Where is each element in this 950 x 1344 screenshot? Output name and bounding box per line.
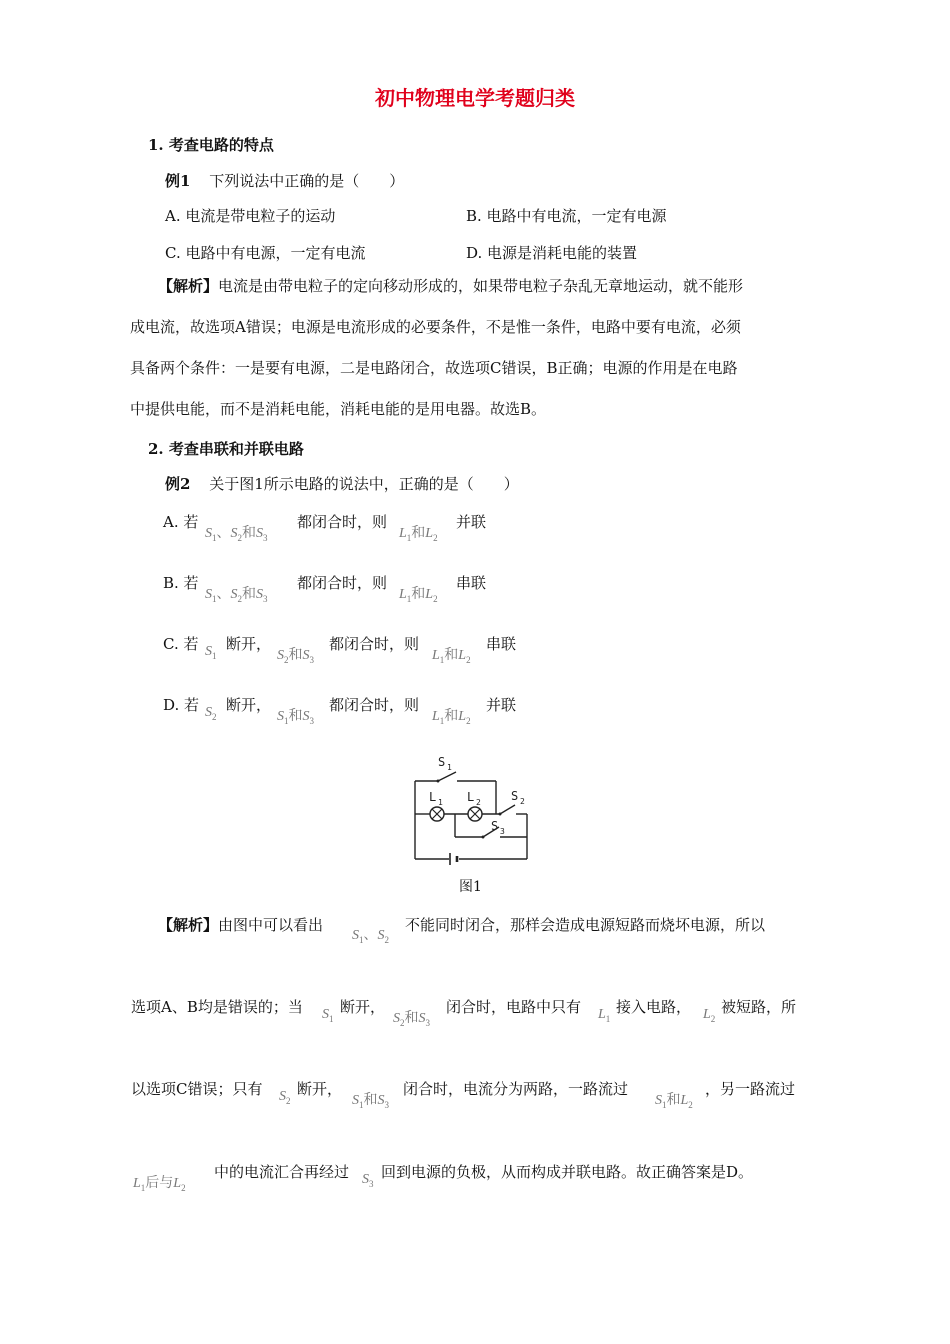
- example1-question: [165, 170, 404, 191]
- switch-s2-blade: [500, 805, 515, 814]
- label-s2-sub: 2: [520, 797, 525, 806]
- analysis1-line: 中提供电能，而不是消耗电能，消耗电能的是用电器。故选B。: [130, 400, 547, 418]
- circuit-diagram: [405, 755, 535, 865]
- analysis1-line: 成电流，故选项A错误；电源是电流形成的必要条件，不是惟一条件，电路中要有电流，必须: [130, 318, 741, 336]
- example1-option-d: D. 电源是消耗电能的装置: [466, 244, 638, 262]
- analysis2-line1-b: 不能同时闭合，那样会造成电源短路而烧坏电源，所以: [405, 916, 766, 934]
- math-s2: $S_2$: [205, 705, 217, 722]
- math-s1-s3: $S_1$和$S_3$: [277, 709, 314, 726]
- math-l1-l2: $L_1$和$L_2$: [432, 709, 471, 726]
- figure-caption: 图1: [459, 879, 482, 895]
- example2-question: [165, 473, 519, 494]
- math-l1: $L_1$: [598, 1007, 611, 1024]
- example1-option-b: B. 电路中有电流，一定有电源: [466, 207, 667, 225]
- example2-option-d-end: 并联: [486, 696, 517, 714]
- example2-option-a-end: 并联: [456, 513, 487, 531]
- label-s2: S: [511, 789, 519, 803]
- label-l1-sub: 1: [438, 798, 443, 807]
- math-l2: $L_2$: [703, 1007, 716, 1024]
- example2-option-c-mid: 都闭合时，则: [329, 635, 420, 653]
- example2-option-a-mid: 都闭合时，则: [297, 513, 388, 531]
- analysis2-line4-c: 回到电源的负极，从而构成并联电路。故正确答案是D。: [381, 1163, 754, 1181]
- analysis2-line3-d: ，另一路流过: [705, 1080, 796, 1098]
- example1-option-a: A. 电流是带电粒子的运动: [165, 207, 336, 225]
- analysis2-line2-d: 接入电路，: [616, 998, 692, 1016]
- example2-option-b-prefix: B. 若: [163, 574, 199, 592]
- example1-label: 例1: [165, 172, 191, 190]
- math-s1-s3: $S_1$和$S_3$: [352, 1093, 389, 1110]
- label-l1: L: [429, 790, 437, 804]
- label-s3: S: [491, 819, 499, 833]
- analysis2-line3-a: 以选项C错误；只有: [131, 1080, 263, 1098]
- analysis2-label: 【解析】: [158, 916, 219, 934]
- switch-s1-blade: [438, 772, 456, 781]
- analysis2-line4-b: 中的电流汇合再经过: [214, 1163, 350, 1181]
- math-s1: $S_1$: [322, 1007, 334, 1024]
- example2-option-c-end: 串联: [486, 635, 517, 653]
- label-s3-sub: 3: [500, 827, 505, 836]
- example1-text: 下列说法中正确的是（ ）: [209, 172, 405, 190]
- math-l1-l2: $L_1$和$L_2$: [399, 587, 438, 604]
- analysis2-line2-c: 闭合时，电路中只有: [446, 998, 582, 1016]
- analysis1-line: [130, 266, 820, 307]
- example2-option-c-open: 断开，: [226, 635, 272, 653]
- math-s1-s2: $S_1$、$S_2$: [352, 928, 389, 945]
- section2-heading: 2. 考查串联和并联电路: [148, 440, 304, 458]
- math-l1-l2: $L_1$后与$L_2$: [133, 1176, 186, 1193]
- analysis1-line: 具备两个条件：一是要有电源，二是电路闭合，故选项C错误，B正确；电源的作用是在电路: [130, 359, 738, 377]
- math-s1-s2-s3: $S_1$、$S_2$和$S_3$: [205, 526, 268, 543]
- label-l2-sub: 2: [476, 798, 481, 807]
- analysis1-text: 电流是由带电粒子的定向移动形成的，如果带电粒子杂乱无章地运动，就不能形: [218, 277, 744, 295]
- example1-analysis: [130, 266, 820, 430]
- analysis2-line1-a: 【解析】由图中可以看出: [158, 916, 324, 934]
- analysis2-line2-e: 被短路，所: [721, 998, 797, 1016]
- example2-text: 关于图1所示电路的说法中，正确的是（ ）: [209, 475, 519, 493]
- analysis2-line3-c: 闭合时，电流分为两路，一路流过: [403, 1080, 629, 1098]
- math-s1: $S_1$: [205, 644, 217, 661]
- math-s3: $S_3$: [362, 1172, 374, 1189]
- example2-option-c-prefix: C. 若: [163, 635, 199, 653]
- example2-option-d-prefix: D. 若: [163, 696, 200, 714]
- section1-heading: 1. 考查电路的特点: [148, 136, 274, 154]
- example2-option-b-mid: 都闭合时，则: [297, 574, 388, 592]
- analysis2-line2-a: 选项A、B均是错误的；当: [131, 998, 303, 1016]
- example2-label: 例2: [165, 475, 191, 493]
- math-s1-l2: $S_1$和$L_2$: [655, 1093, 693, 1110]
- label-s1-sub: 1: [447, 763, 452, 772]
- page-title: 初中物理电学考题归类: [375, 86, 575, 110]
- example2-option-a-prefix: A. 若: [163, 513, 199, 531]
- example2-option-d-mid: 都闭合时，则: [329, 696, 420, 714]
- analysis2-line2-b: 断开，: [340, 998, 386, 1016]
- label-l2: L: [467, 790, 475, 804]
- example2-option-b-end: 串联: [456, 574, 487, 592]
- example2-option-d-open: 断开，: [226, 696, 272, 714]
- label-s1: S: [438, 755, 446, 769]
- analysis2-line3-b: 断开，: [297, 1080, 343, 1098]
- math-l1-l2: $L_1$和$L_2$: [432, 648, 471, 665]
- math-s2-s3: $S_2$和$S_3$: [277, 648, 314, 665]
- math-s1-s2-s3: $S_1$、$S_2$和$S_3$: [205, 587, 268, 604]
- example1-option-c: C. 电路中有电源，一定有电流: [165, 244, 366, 262]
- math-l1-l2: $L_1$和$L_2$: [399, 526, 438, 543]
- math-s2-s3: $S_2$和$S_3$: [393, 1011, 430, 1028]
- math-s2: $S_2$: [279, 1089, 291, 1106]
- battery-icon: [450, 853, 457, 865]
- analysis1-label: 【解析】: [158, 277, 219, 295]
